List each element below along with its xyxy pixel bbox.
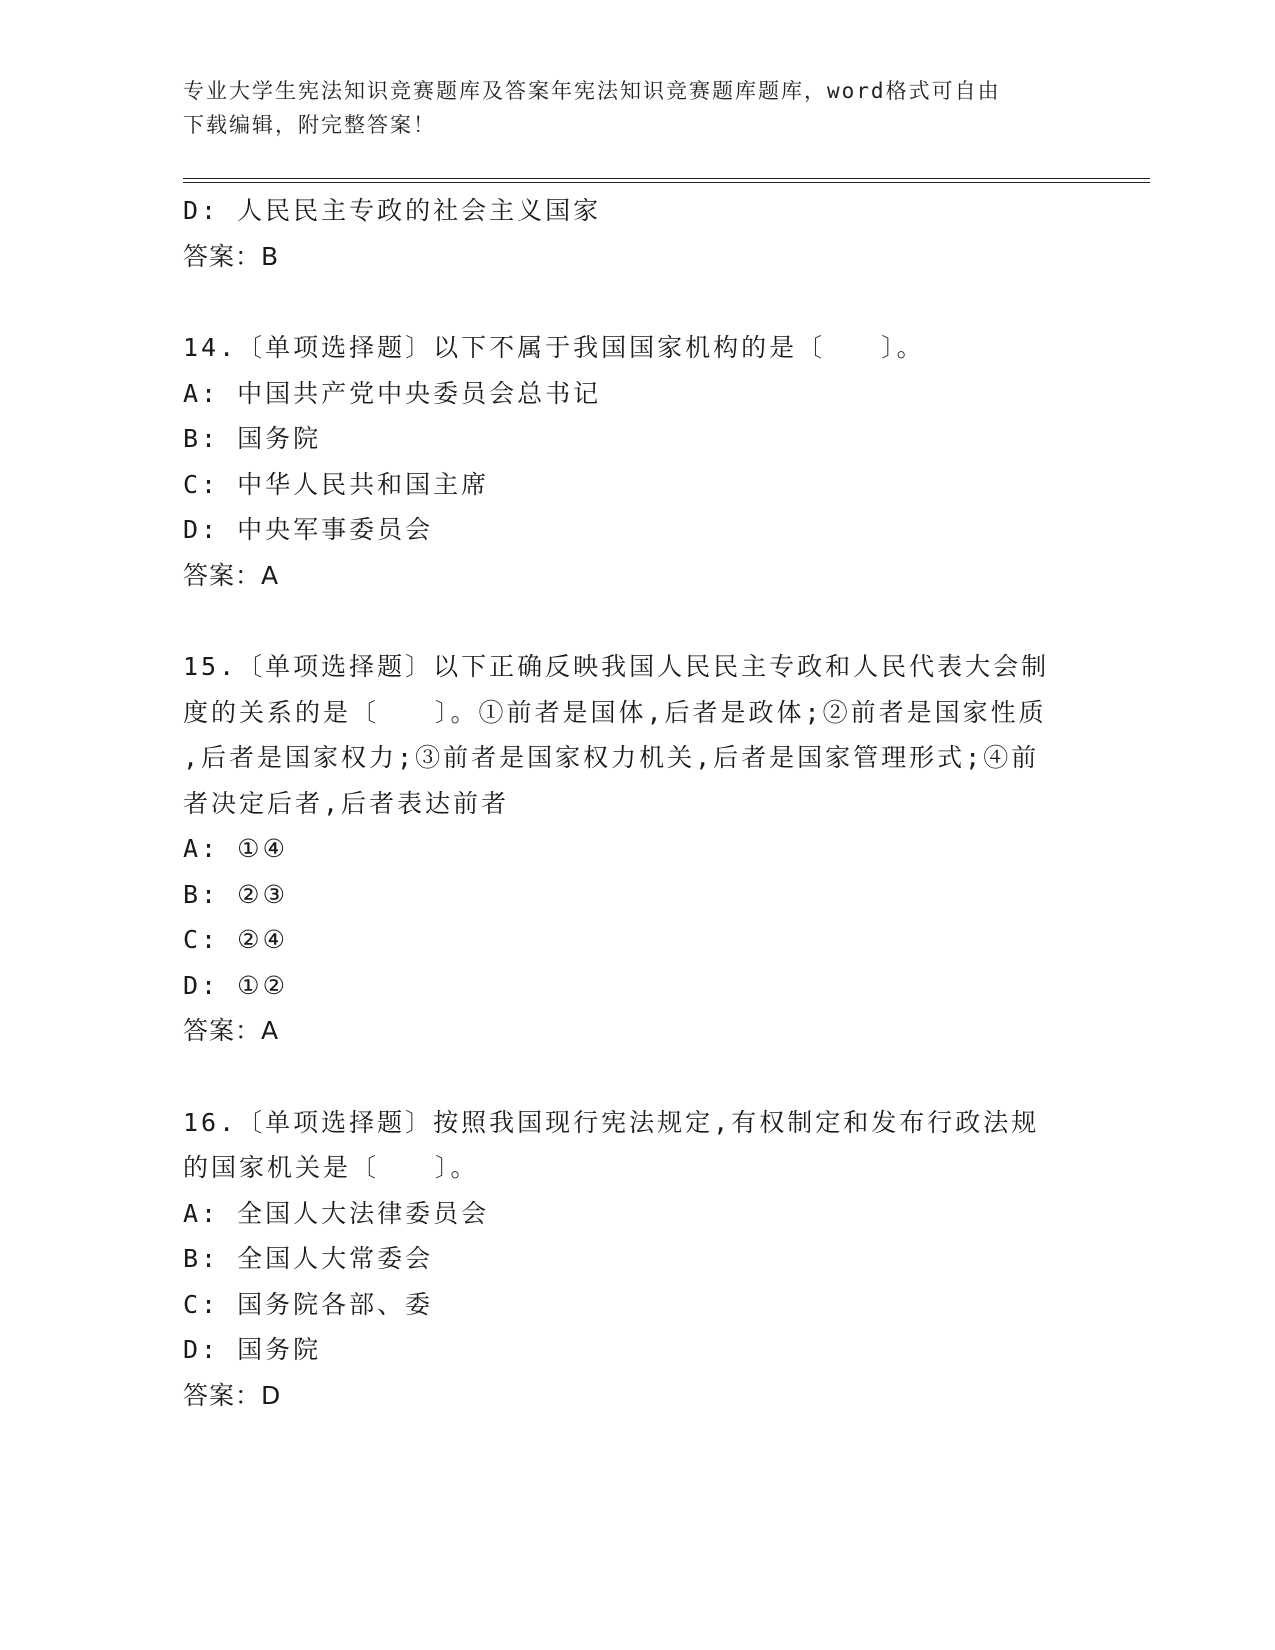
question-15-stem-line: 15.〔单项选择题〕以下正确反映我国人民民主专政和人民代表大会制 — [183, 652, 1050, 681]
question-16-option-a: A: 全国人大法律委员会 — [183, 1198, 490, 1228]
question-14-option-b: B: 国务院 — [183, 424, 322, 453]
question-15-option-d: D: ①② — [183, 970, 288, 1000]
question-15-stem — [183, 644, 1063, 826]
question-14-option-d: D: 中央军事委员会 — [183, 515, 434, 544]
question-15 — [183, 644, 1083, 1054]
question-16-stem — [183, 1100, 1063, 1191]
question-15-stem-line: 者决定后者,后者表达前者 — [183, 788, 510, 818]
question-16 — [183, 1100, 1083, 1419]
header-divider-bottom — [183, 182, 1150, 183]
header-line-2: 下载编辑，附完整答案！ — [183, 113, 436, 137]
question-16-stem-line: 16.〔单项选择题〕按照我国现行宪法规定,有权制定和发布行政法规 — [183, 1107, 1040, 1137]
question-16-option-b: B: 全国人大常委会 — [183, 1244, 434, 1273]
prev-option-d: D: 人民民主专政的社会主义国家 — [183, 196, 602, 225]
question-15-stem-line: ,后者是国家权力;③前者是国家权力机关,后者是国家管理形式;④前 — [183, 743, 1040, 772]
question-16-answer: 答案：D — [183, 1380, 282, 1410]
header-divider-top — [183, 178, 1150, 179]
document-body — [183, 188, 1083, 1418]
question-14-stem: 14.〔单项选择题〕以下不属于我国国家机构的是〔 〕。 — [183, 333, 925, 362]
question-15-option-c: C: ②④ — [183, 925, 288, 954]
question-14 — [183, 325, 1083, 598]
prev-answer: 答案：B — [183, 241, 280, 271]
question-16-option-d: D: 国务院 — [183, 1335, 322, 1364]
document-header — [183, 74, 1063, 142]
question-15-option-a: A: ①④ — [183, 834, 288, 863]
question-16-option-c: C: 国务院各部、委 — [183, 1289, 434, 1319]
question-14-answer: 答案：A — [183, 560, 280, 590]
question-14-option-a: A: 中国共产党中央委员会总书记 — [183, 378, 602, 408]
question-14-option-c: C: 中华人民共和国主席 — [183, 469, 490, 499]
question-15-answer: 答案：A — [183, 1016, 280, 1045]
question-15-stem-line: 度的关系的是〔 〕。①前者是国体,后者是政体;②前者是国家性质 — [183, 697, 1047, 727]
question-15-option-b: B: ②③ — [183, 879, 288, 909]
question-16-stem-line: 的国家机关是〔 〕。 — [183, 1153, 479, 1182]
header-line-1: 专业大学生宪法知识竞赛题库及答案年宪法知识竞赛题库题库，word格式可自由 — [183, 79, 1001, 103]
